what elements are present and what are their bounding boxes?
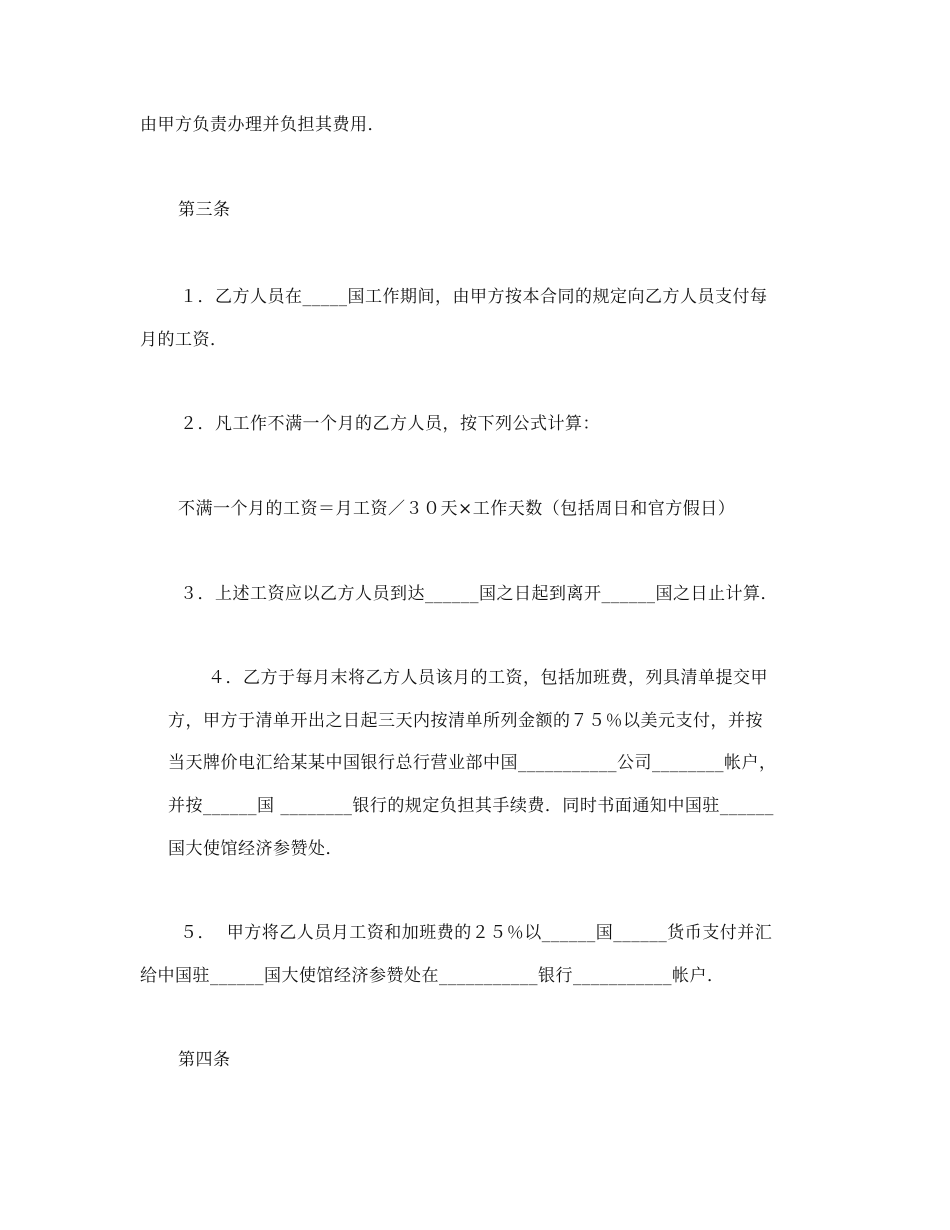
clause-3-line: ３．上述工资应以乙方人员到达______国之日起到离开______国之日止计算． (180, 584, 778, 604)
clause-5-line-1: ５． 甲方将乙人员月工资和加班费的２５％以______国______货币支付并汇 (180, 923, 773, 943)
article-4-heading: 第四条 (178, 1050, 231, 1070)
clause-5-line-2: 给中国驻______国大使馆经济参赞处在___________银行___________帐户． (140, 966, 725, 986)
clause-1-line-2: 月的工资． (140, 330, 228, 350)
clause-4-line-4: 并按______国 ________银行的规定负担其手续费．同时书面通知中国驻______ (168, 796, 774, 816)
clause-4-line-5: 国大使馆经济参赞处． (168, 839, 343, 859)
clause-2-line: ２．凡工作不满一个月的乙方人员，按下列公式计算： (180, 414, 600, 434)
clause-1-line-1: １．乙方人员在_____国工作期间，由甲方按本合同的规定向乙方人员支付每 (180, 287, 768, 307)
clause-4-line-3: 当天牌价电汇给某某中国银行总行营业部中国___________公司________帐户， (168, 753, 777, 773)
salary-formula-line: 不满一个月的工资＝月工资／３０天×工作天数（包括周日和官方假日） (178, 499, 736, 519)
clause-4-line-2: 方，甲方于清单开出之日起三天内按清单所列金额的７５％以美元支付，并按 (168, 711, 763, 731)
article-3-heading: 第三条 (178, 200, 231, 220)
clause-4-line-1: ４．乙方于每月末将乙方人员该月的工资，包括加班费，列具清单提交甲 (208, 668, 768, 688)
paragraph-line: 由甲方负责办理并负担其费用． (140, 115, 385, 135)
